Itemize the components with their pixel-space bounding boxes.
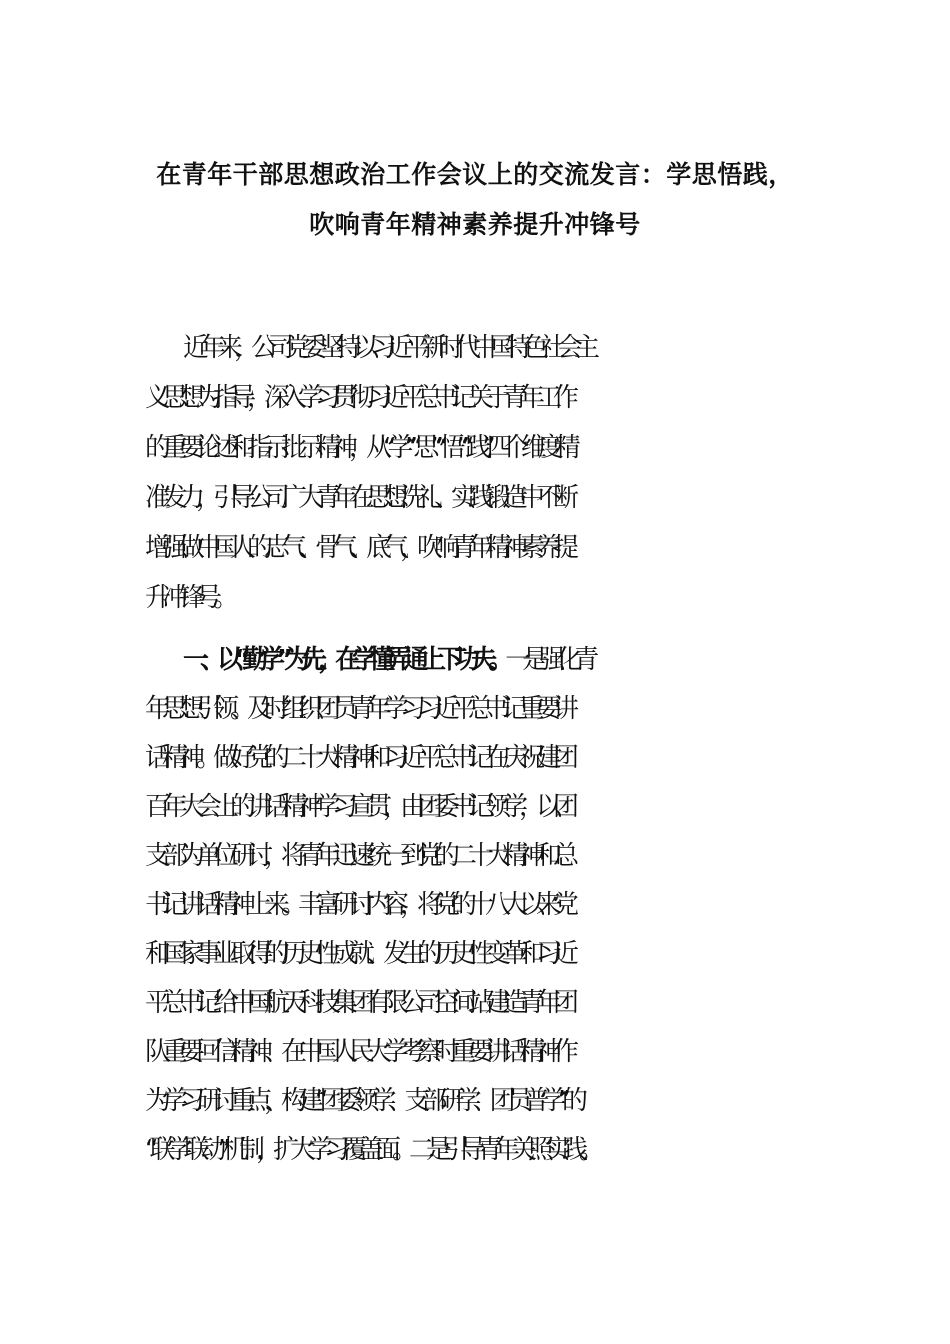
paragraph-2-line-7: 和国家事业取得的历史性成就、发生的历史性变革和习近 xyxy=(145,939,571,969)
paragraph-2-line-4: 百年大会上的讲话精神学习宣贯，由团委书记领学，以团 xyxy=(145,792,571,822)
paragraph-2-line-1-rest: 一是强化青 xyxy=(505,645,591,675)
paragraph-1-line-1: 近年来，公司党委坚持以习近平新时代中国特色社会主 xyxy=(183,333,592,363)
paragraph-2-line-8: 平总书记给中国航天科技集团有限公司空间站建造青年团 xyxy=(145,988,571,1018)
paragraph-1-line-3: 的重要论述和指示批示精神，从“学”“思”“悟”“践”四个维度精 xyxy=(145,433,572,463)
document-title-line-2: 吹响青年精神素养提升冲锋号 xyxy=(309,210,641,239)
paragraph-2-line-10: 为学习研讨重点，构建“团委领学、支部研学、团员普学”的 xyxy=(145,1086,579,1116)
paragraph-2-line-9: 队重要回信精神、在中国人民大学考察时重要讲话精神作 xyxy=(145,1037,571,1067)
paragraph-2-line-5: 支部为单位研讨，将青年迅速统一到党的二十大精神和总 xyxy=(145,841,571,871)
paragraph-2-line-11: “联学联动”机制，扩大学习覆盖面。二是引导青年关照实践。 xyxy=(145,1135,596,1165)
document-title-line-1: 在青年干部思想政治工作会议上的交流发言：学思悟践， xyxy=(156,160,794,189)
paragraph-2-line-3: 话精神。做好党的二十大精神和习近平总书记在庆祝建团 xyxy=(145,743,571,773)
section-heading: 一、以“勤学”为先，在学懂弄通上下功夫。 xyxy=(183,645,506,675)
paragraph-1-line-6: 升冲锋号。 xyxy=(145,583,231,613)
paragraph-2-line-2: 年思想引领。及时组织团员青年学习习近平总书记重要讲 xyxy=(145,694,571,724)
paragraph-2-line-1 xyxy=(183,642,873,678)
paragraph-1-line-4: 准发力，引导公司广大青年在思想洗礼、实践锻造中不断 xyxy=(145,483,571,513)
paragraph-1-line-2: 义思想为指导，深入学习贯彻习近平总书记关于青年工作 xyxy=(145,383,571,413)
paragraph-1-line-5: 增强做中国人的志气、骨气、底气，吹响青年精神素养提 xyxy=(145,533,571,563)
paragraph-2-line-6: 书记讲话精神上来。丰富研讨内容，将党的十八大以来党 xyxy=(145,890,571,920)
